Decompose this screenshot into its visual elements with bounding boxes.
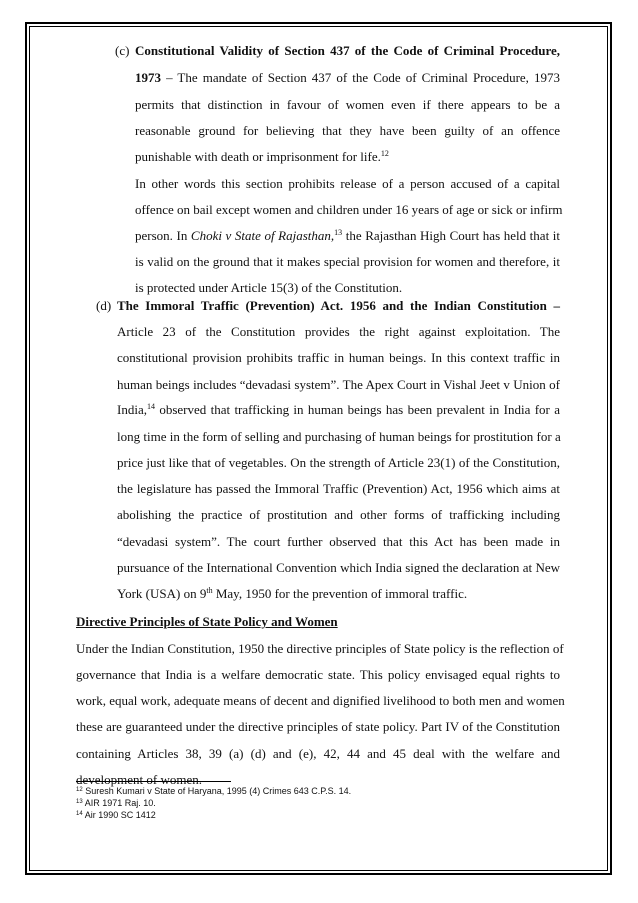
- footnote-ref: 13: [334, 228, 343, 237]
- footnote: $^{14}$ Air 1990 SC 1412: [76, 810, 156, 820]
- item-label-d: (d): [96, 298, 112, 313]
- section-d-line: pursuance of the International Convention which India signed the declaration at New: [117, 560, 560, 575]
- footnote-ref: 14: [146, 402, 155, 411]
- section-d-line: India,$^{14}$ observed that trafficking in human beings has been prevalent in India for a: [117, 402, 560, 417]
- paragraph-line: containing Articles 38, 39 (a) (d) and (e), 42, 44 and 45 deal with the welfare and: [76, 746, 560, 761]
- section-c-heading: Constitutional Validity of Section 437 of the Code of Criminal Procedure,: [135, 43, 560, 58]
- section-c-line: 1973 – The mandate of Section 437 of the Code of Criminal Procedure, 1973: [135, 70, 560, 85]
- case-name: Choki v State of Rajasthan,: [190, 228, 335, 243]
- section-c-line: In other words this section prohibits release of a person accused of a capital: [135, 176, 560, 191]
- item-label-c: (c): [115, 43, 130, 58]
- section-heading: Directive Principles of State Policy and Women: [76, 614, 338, 629]
- paragraph-line: work, equal work, adequate means of decent and dignified livelihood to both men and women: [76, 693, 565, 708]
- section-c-line: person. In Choki v State of Rajasthan,$^{13}$ the Rajasthan High Court has held that it: [135, 228, 560, 243]
- footnote: $^{12}$ Suresh Kumari v State of Haryana, 1995 (4) Crimes 643 C.P.S. 14.: [76, 786, 352, 796]
- section-d-line: York (USA) on 9th May, 1950 for the prevention of immoral traffic.: [117, 586, 468, 601]
- section-c-line: is valid on the ground that it makes special provision for women and therefore, it: [135, 254, 560, 269]
- section-c-line: reasonable ground for believing that they have been guilty of an offence: [135, 123, 560, 138]
- section-c-line: punishable with death or imprisonment for life.$^{12}$: [135, 149, 389, 164]
- footnote-separator: [76, 781, 231, 782]
- paragraph-line: development of women.: [76, 772, 202, 787]
- section-d-line: Article 23 of the Constitution provides the right against exploitation. The: [117, 324, 560, 339]
- section-d-line: human beings includes “devadasi system”. The Apex Court in Vishal Jeet v Union of: [117, 377, 560, 392]
- section-d-line: price just like that of vegetables. On the strength of Article 23(1) of the Constitution,: [117, 455, 560, 470]
- section-d-line: “devadasi system”. The court further observed that this Act has been made in: [117, 534, 560, 549]
- section-d-line: the legislature has passed the Immoral Traffic (Prevention) Act, 1956 which aims at: [117, 481, 560, 496]
- paragraph-line: these are guaranteed under the directive principles of state policy. Part IV of the Constitution: [76, 719, 560, 734]
- footnote: $^{13}$ AIR 1971 Raj. 10.: [76, 798, 156, 808]
- paragraph-line: Under the Indian Constitution, 1950 the directive principles of State policy is the reflection of: [76, 641, 564, 656]
- paragraph-line: governance that India is a welfare democratic state. This policy envisaged equal rights to: [76, 667, 560, 682]
- section-d-line: long time in the form of selling and purchasing of human beings for prostitution for a: [117, 429, 561, 444]
- footnote-ref: 12: [380, 149, 389, 158]
- section-c-line: permits that distinction in favour of women even if there appears to be a: [135, 97, 560, 112]
- section-c-line: offence on bail except women and children under 16 years of age or sick or infirm: [135, 202, 563, 217]
- section-d-line: constitutional provision prohibits traffic in human beings. In this context traffic in: [117, 350, 560, 365]
- section-d-line: abolishing the practice of prostitution and other forms of trafficking including: [117, 507, 560, 522]
- section-c-line: is protected under Article 15(3) of the Constitution.: [135, 280, 403, 295]
- section-d-heading: The Immoral Traffic (Prevention) Act. 1956 and the Indian Constitution –: [117, 298, 560, 313]
